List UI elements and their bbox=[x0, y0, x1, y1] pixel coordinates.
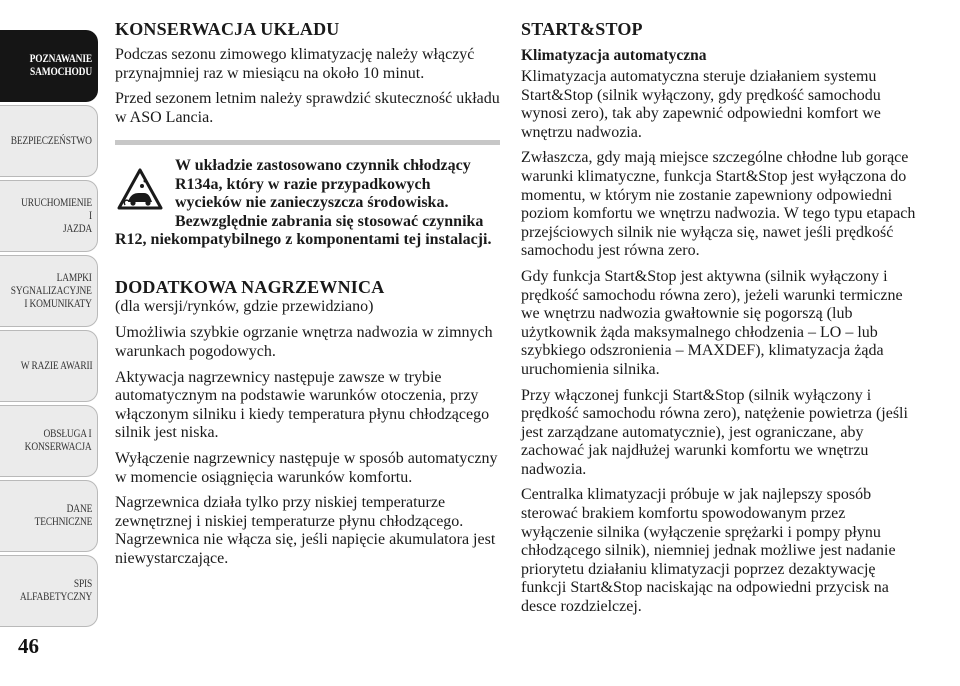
tab-label: SPIS ALFABETYCZNY bbox=[19, 578, 92, 603]
section-title-nagrzewnica: DODATKOWA NAGRZEWNICA bbox=[115, 276, 385, 297]
environment-warning-icon bbox=[115, 165, 165, 213]
tab-uruchomienie-i-jazda[interactable] bbox=[0, 180, 98, 252]
tab-label: POZNAWANIE SAMOCHODU bbox=[29, 53, 92, 78]
tab-obsluga-i-konserwacja[interactable] bbox=[0, 405, 98, 477]
paragraph: Gdy funkcja Start&Stop jest aktywna (silnik wyłączony i prędkość samochodu równa zero), jeżeli warunki termiczne we wnętrzu nadwozia gwałtownie się pogorszą (lub użytkownik żąda maksymalnego chłodzenia – LO – lub szybkiego odszronienia – MAXDEF), klimatyzacja żąda uruchomienia silnika. bbox=[521, 267, 903, 378]
section-title-konserwacja: KONSERWACJA UKŁADU bbox=[115, 19, 340, 39]
section-subtitle: (dla wersji/rynków, gdzie przewidziano) bbox=[115, 297, 374, 315]
paragraph: Nagrzewnica działa tylko przy niskiej temperaturze zewnętrznej i niskiej temperaturze płynu chłodzącego. Nagrzewnica nie włącza się, jeśli napięcie akumulatora jest niewystarczające. bbox=[115, 494, 496, 567]
tab-lampki-sygnalizacyjne[interactable] bbox=[0, 255, 98, 327]
tab-spis-alfabetyczny[interactable] bbox=[0, 555, 98, 627]
tab-poznawanie-samochodu[interactable] bbox=[0, 30, 98, 102]
paragraph: Centralka klimatyzacji próbuje w jak najlepszy sposób sterować brakiem komfortu spowodowanym przez wyłączenie silnika (wyłączenie sprężarki i pompy płynu chłodzącego silnik), niemniej jednak możliwe jest nadanie priorytetu działaniu klimatyzacji poprzez dezaktywację funkcji Start&Stop naciskając na odpowiedni przycisk na desce rozdzielczej. bbox=[521, 486, 896, 616]
paragraph: Przy włączonej funkcji Start&Stop (silnik wyłączony i prędkość samochodu równa zero), natężenie powietrza (jeśli jest zarządzane automatycznie), jest ograniczane, aby zachować jak najdłużej warunki komfortu we wnętrzu nadwozia. bbox=[521, 386, 908, 478]
left-column bbox=[115, 18, 500, 576]
tab-label: OBSŁUGA I KONSERWACJA bbox=[25, 428, 92, 453]
page-number: 46 bbox=[18, 634, 39, 658]
tab-label: DANE TECHNICZNE bbox=[34, 503, 92, 528]
tab-dane-techniczne[interactable] bbox=[0, 480, 98, 552]
paragraph: Aktywacja nagrzewnicy następuje zawsze w trybie automatycznym na podstawie warunków otoczenia, przy włączonym silniku i kiedy temperatura płynu chłodzącego silnik jest niska. bbox=[115, 368, 490, 442]
tab-label: BEZPIECZEŃSTWO bbox=[10, 134, 92, 147]
tab-bezpieczenstwo[interactable] bbox=[0, 105, 98, 177]
paragraph: Przed sezonem letnim należy sprawdzić skuteczność układu w ASO Lancia. bbox=[115, 90, 500, 126]
paragraph: Podczas sezonu zimowego klimatyzację należy włączyć przynajmniej raz w miesiącu na około 10 minut. bbox=[115, 46, 475, 82]
chapter-tabs bbox=[0, 0, 100, 640]
section-divider bbox=[115, 140, 500, 145]
tab-label: LAMPKI SYGNALIZACYJNE I KOMUNIKATY bbox=[10, 271, 92, 310]
tab-label: W RAZIE AWARII bbox=[20, 359, 92, 372]
warning-text: W układzie zastosowano czynnik chłodzący R134a, który w razie przypadkowych wycieków nie zanieczyszcza środowiska. Bezwzględnie zabrania się stosować czynnika R12, niekompatybilnego z komponentami tej instalacji. bbox=[115, 157, 492, 249]
paragraph: Umożliwia szybkie ogrzanie wnętrza nadwozia w zimnych warunkach pogodowych. bbox=[115, 324, 493, 361]
right-column bbox=[521, 18, 921, 624]
paragraph: Zwłaszcza, gdy mają miejsce szczególne chłodne lub gorące warunki klimatyczne, funkcja Start&Stop jest wyłączona do momentu, w którym nie zostanie zapewniony odpowiedni poziom komfortu we wnętrzu nadwozia. W tego typu etapach przejściowych silnik nie wyłącza się, nawet jeśli prędkość samochodu jest równa zero. bbox=[521, 149, 916, 260]
subsection-title: Klimatyzacja automatyczna bbox=[521, 47, 707, 64]
section-title-start-stop: START&STOP bbox=[521, 19, 643, 39]
warning-box bbox=[115, 157, 500, 250]
paragraph: Wyłączenie nagrzewnicy następuje w sposób automatyczny w momencie osiągnięcia warunków komfortu. bbox=[115, 450, 498, 486]
paragraph: Klimatyzacja automatyczna steruje działaniem systemu Start&Stop (silnik wyłączony, gdy prędkość samochodu wynosi zero), tak aby zapewnić odpowiedni komfort we wnętrzu nadwozia. bbox=[521, 68, 881, 141]
tab-label: URUCHOMIENIE I JAZDA bbox=[21, 196, 92, 235]
tab-w-razie-awarii[interactable] bbox=[0, 330, 98, 402]
